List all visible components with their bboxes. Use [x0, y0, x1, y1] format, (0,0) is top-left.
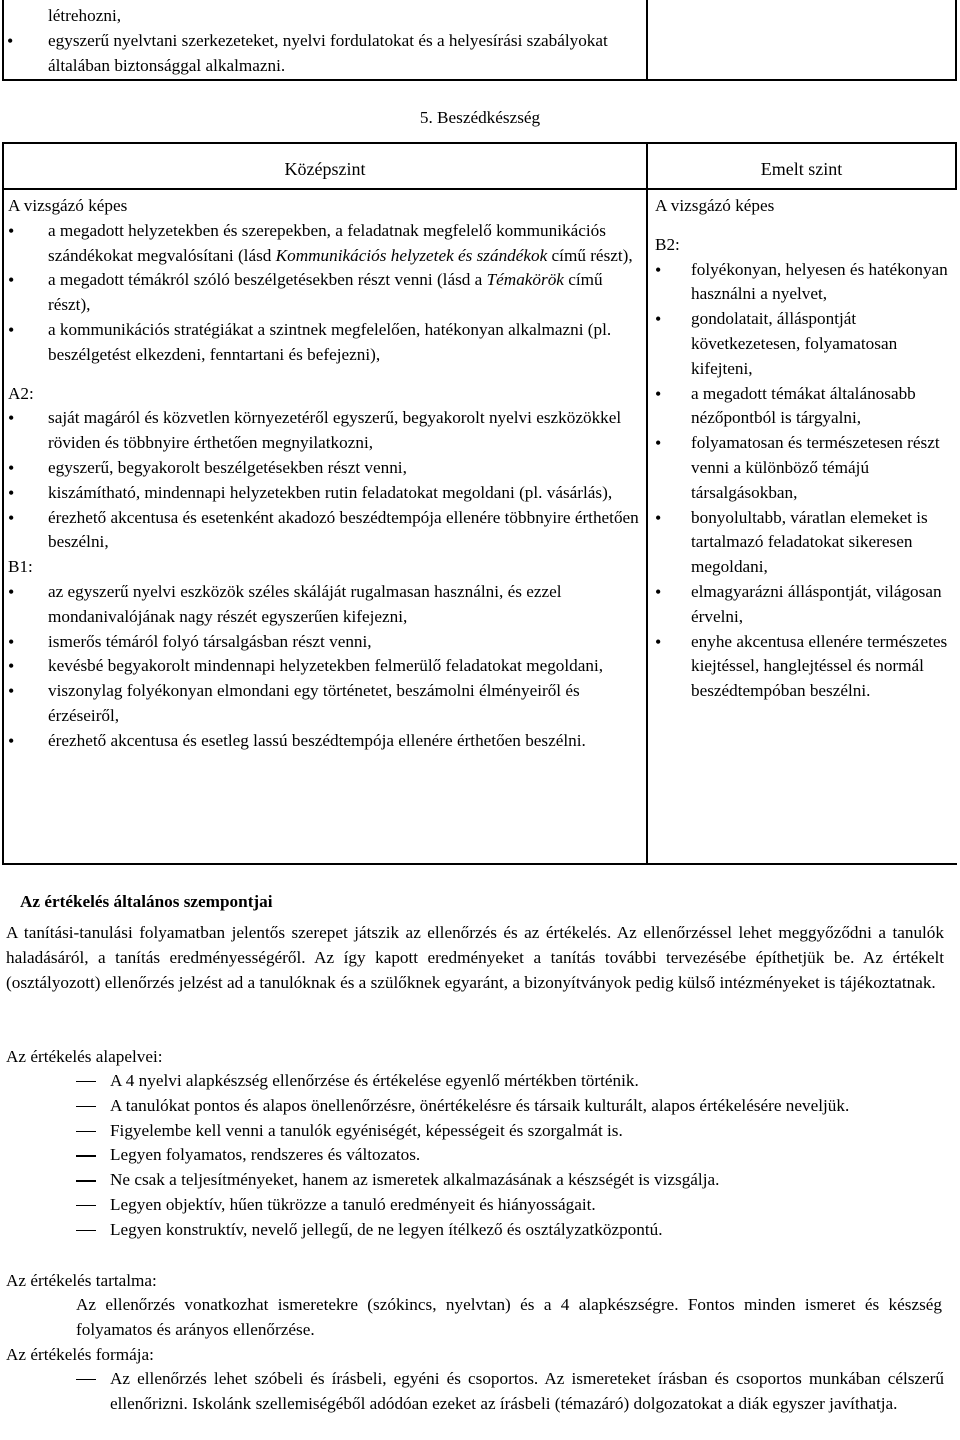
list-item: • gondolatait, álláspontját következetesen, folyamatosan kifejteni, [655, 307, 950, 381]
table-top-border [2, 142, 957, 144]
level-label-b2: B2: [655, 234, 680, 254]
list-item: • egyszerű, begyakorolt beszélgetésekben részt venni, [8, 456, 640, 481]
principles-list [6, 1069, 944, 1243]
list-item: • ismerős témáról folyó társalgásban részt venni, [8, 630, 640, 655]
table-right-border [955, 142, 957, 190]
list-item: Legyen konstruktív, nevelő jellegű, de ne legyen ítélkező és osztályzatközpontú. [6, 1218, 944, 1243]
top-table-right-border [955, 0, 957, 80]
list-item: • az egyszerű nyelvi eszközök széles skáláját rugalmasan használni, és ezzel mondanivalójának nagy részét egyszerűen kifejezni, [8, 580, 640, 630]
list-item: A 4 nyelvi alapkészség ellenőrzése és értékelése egyenlő mértékben történik. [6, 1069, 944, 1094]
top-table-left-border [2, 0, 4, 80]
top-table-bottom-border [2, 79, 957, 81]
emelt-szint-cell [655, 194, 950, 704]
list-item [8, 219, 640, 269]
kozepszint-cell [8, 194, 640, 754]
intro-text: A vizsgázó képes [8, 196, 128, 215]
list-item: • kiszámítható, mindennapi helyzetekben rutin feladatokat megoldani (pl. vásárlás), [8, 481, 640, 506]
list-item: Figyelembe kell venni a tanulók egyéniségét, képességeit és szorgalmát is. [6, 1119, 944, 1144]
form-list [6, 1367, 944, 1417]
list-item [8, 268, 640, 318]
assessment-paragraph: A tanítási-tanulási folyamatban jelentős szerepet játszik az ellenőrzés és az értékelés. Az ellenőrzéssel lehet meggyőződni a tanulók haladásáról, a tanítás eredményességéről. Az így kapott eredményeket a tanítás további tervezésébe építhetjük be. Az értékelt (osztályozott) ellenőrzés jelzést ad a tanulóknak és a szülőknek egyaránt, a bizonyítványok pedig külső intézményeket is tájékoztatnak. [6, 923, 944, 992]
list-item: • folyamatosan és természetesen részt venni a különböző témájú társalgásokban, [655, 431, 950, 505]
list-item: Az ellenőrzés lehet szóbeli és írásbeli, egyéni és csoportos. Az ismereteket írásban és csoportos munkában célszerű ellenőrizni. Iskolánk szellemiségéből adódóan ezeket az írásbeli (témazáró) dolgozatokat a diák egyszer javíthatja. [6, 1367, 944, 1417]
level-label-a2: A2: [8, 383, 34, 403]
list-item-text: című részt), [48, 270, 603, 315]
list-item: • kevésbé begyakorolt mindennapi helyzetekben felmerülő feladatokat megoldani, [8, 654, 640, 679]
list-item: • érezhető akcentusa és esetleg lassú beszédtempója ellenére érthetően beszélni. [8, 729, 640, 754]
table-left-border [2, 142, 4, 865]
list-item: Legyen objektív, hűen tükrözze a tanuló eredményeit és hiányosságait. [6, 1193, 944, 1218]
list-item: Ne csak a teljesítményeket, hanem az ismeretek alkalmazásának a készségét is vizsgálja. [6, 1168, 944, 1193]
list-item: • a megadott témákat általánosabb nézőpontból is tárgyalni, [655, 382, 950, 432]
intro-text: A vizsgázó képes [655, 196, 775, 215]
content-label: Az értékelés tartalma: [6, 1271, 157, 1290]
top-continuation-line: létrehozni, [48, 6, 122, 25]
column-header-kozepszint: Középszint [284, 159, 366, 179]
table-header-bottom-border [2, 188, 957, 190]
list-item [8, 318, 640, 368]
principles-label: Az értékelés alapelvei: [6, 1047, 163, 1066]
list-item-text: a megadott helyzetekben és szerepekben, a feladatnak megfelelő kommunikációs szándékokat megvalósítani (lásd [48, 220, 606, 265]
content-text: Az ellenőrzés vonatkozhat ismeretekre (szókincs, nyelvtan) és a 4 alapkészségre. Fontos minden ismeret és készség folyamatos és arányos ellenőrzése. [76, 1295, 942, 1339]
list-item: • egyszerű nyelvtani szerkezeteket, nyelvi fordulatokat és a helyesírási szabályokat általában biztonsággal alkalmazni. [14, 29, 634, 79]
list-item: A tanulókat pontos és alapos önellenőrzésre, önértékelésre és társaik kulturált, alapos értékelésére neveljük. [6, 1094, 944, 1119]
list-item-emphasis: Kommunikációs helyzetek és szándékok [275, 245, 548, 265]
list-item-text: a kommunikációs stratégiákat a szintnek megfelelően, hatékonyan alkalmazni (pl. beszélgetést elkezdeni, fenntartani és befejezni), [48, 319, 612, 364]
list-item: • érezhető akcentusa és esetenként akadozó beszédtempója ellenére többnyire érthetően beszélni, [8, 506, 640, 556]
list-item: • enyhe akcentusa ellenére természetes kiejtéssel, hanglejtéssel és normál beszédtempóban beszélni. [655, 630, 950, 704]
form-label: Az értékelés formája: [6, 1345, 154, 1364]
list-item-text: című részt), [547, 245, 633, 265]
level-label-b1: B1: [8, 557, 33, 577]
column-header-emelt-szint: Emelt szint [760, 159, 843, 179]
list-item: • viszonylag folyékonyan elmondani egy történetet, beszámolni élményeiről és érzéseiről, [8, 679, 640, 729]
list-item: • folyékonyan, helyesen és hatékonyan használni a nyelvet, [655, 258, 950, 308]
list-item-text: a megadott témákról szóló beszélgetésekben részt venni (lásd a [48, 270, 487, 290]
top-table-mid-border [646, 0, 648, 80]
table-bottom-border [2, 863, 957, 865]
top-table-cell [14, 4, 634, 78]
list-item: Legyen folyamatos, rendszeres és változatos. [6, 1143, 944, 1168]
list-item-emphasis: Témakörök [486, 270, 564, 290]
list-item: • bonyolultabb, váratlan elemeket is tartalmazó feladatokat sikeresen megoldani, [655, 506, 950, 580]
list-item: • elmagyarázni álláspontját, világosan érvelni, [655, 580, 950, 630]
section-title: 5. Beszédkészség [419, 108, 541, 127]
assessment-heading: Az értékelés általános szempontjai [20, 892, 273, 911]
list-item: • saját magáról és közvetlen környezetéről egyszerű, begyakorolt nyelvi eszközökkel röviden és többnyire érthetően megnyilatkozni, [8, 406, 640, 456]
table-mid-border [646, 142, 648, 865]
